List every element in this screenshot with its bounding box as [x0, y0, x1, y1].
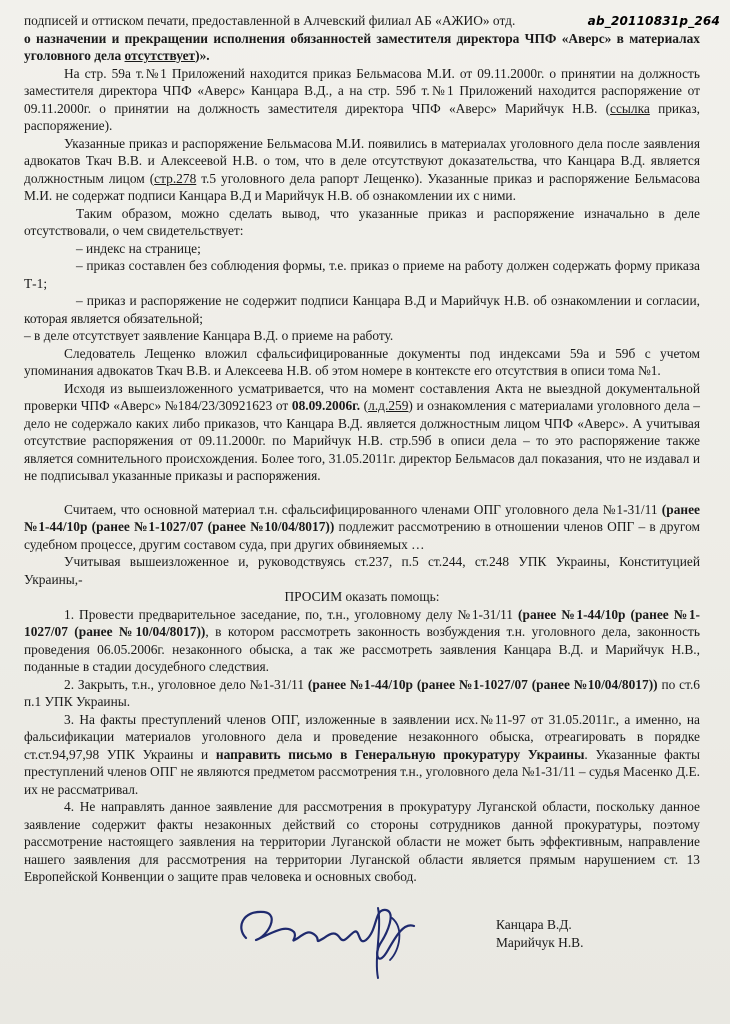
text: 2. Закрыть, т.н., уголовное дело №1-31/11: [64, 676, 308, 692]
text: т.5 уголовного дела рапорт Лещенко). Указанные приказ и распоряжение Бельмасова М.И. не содержат подписи Канцара В.Д и Марийчук Н.В. об ознакомлении их с ними.: [24, 170, 700, 203]
text: ) и ознакомления с материалами уголовного дела – дело не содержало каких либо приказов, что Канцара В.Д. является должностным лицом ЧПФ «Аверс». А учитывая отсутствие распоряжения от 09.11.2000г. по Марийчук Н.В. стр.59б в описи дела – то это распоряжение также является сомнительного происхождения. Более того, 31.05.2011г. директор Бельмасов дал показания, что не издавал и не подписывал указанные приказы и распоряжения.: [24, 398, 701, 483]
page-reference: л.д.259: [368, 398, 409, 413]
bold-case-number: (ранее №1-44/10р (ранее №1-1027/07 (ранее №10/04/8017)): [24, 606, 701, 639]
text: )».: [195, 48, 210, 63]
paragraph-basis: Учитывая вышеизложенное и, руководствуясь ст.237, п.5 ст.244, ст.248 УПК Украины, Конституцией Украины,-: [24, 554, 700, 587]
paragraph-intro: [24, 12, 700, 65]
text: , в котором рассмотреть законность возбуждения т.н. уголовного дела, законность проведения 06.05.2006г. незаконного обыска, а так же рассмотреть заявления Канцара В.Д. и Марийчук Н.В., поданные в стадии досудебного следствия.: [24, 624, 700, 674]
document-body: [24, 12, 700, 886]
text: подлежит рассмотрению в отношении членов ОПГ – в другом судебном процессе, другим составом суда, при других обвиняемых …: [24, 519, 700, 552]
list-item-dash: – приказ и распоряжение не содержит подписи Канцара В.Д и Марийчук Н.В. об ознакомлении и согласии, которая является обязательной;: [24, 293, 700, 326]
paragraph-conclusion: Таким образом, можно сделать вывод, что указанные приказ и распоряжение изначально в деле отсутствовали, о чем свидетельствует:: [24, 205, 700, 238]
list-item-dash: – в деле отсутствует заявление Канцара В.Д. о приеме на работу.: [24, 328, 394, 343]
text: по ст.6 п.1 УПК Украины.: [24, 676, 700, 709]
list-item-dash: – индекс на странице;: [76, 240, 201, 256]
spacer: [24, 485, 700, 501]
signer-name: Канцара В.Д.: [496, 917, 572, 932]
bold-date: 08.09.2006г.: [291, 398, 361, 413]
paragraph-investigator: Следователь Лещенко вложил сфальсифицированные документы под индексами 59а и 59б с учетом упоминания адвокатов Ткач В.В. и Алексеева Н.В. об этом номере в контексте его отсутствия в описи тома №1.: [24, 345, 700, 378]
request-item-1: [24, 606, 700, 676]
paragraph-audit: [24, 380, 700, 485]
underlined-bold-text: отсутствует: [124, 48, 196, 63]
reference-link: ссылка: [610, 100, 650, 116]
request-item-2: [24, 676, 700, 711]
document-stamp: ab_20110831p_264: [587, 14, 720, 28]
text: Указанные приказ и распоряжение Бельмасова М.И. появились в материалах уголовного дела после заявления адвокатов Ткач В.В. и Алексеевой Н.В. о том, что в деле отсутствуют доказательства, что Канцара В.Д. является должностным лицом (: [24, 135, 700, 186]
text: Исходя из вышеизложенного усматривается, что на момент составления Акта не выездной документальной проверки ЧПФ «Аверс» №184/23/30921623 от: [24, 380, 700, 413]
request-heading: ПРОСИМ оказать помощь:: [284, 589, 440, 604]
list-item-dash: – приказ составлен без соблюдения формы, т.е. приказ о приеме на работу должен содержать форму приказа Т-1;: [24, 258, 700, 291]
paragraph-appeared: [24, 135, 700, 205]
paragraph-orders: [24, 65, 700, 135]
bold-case-number: (ранее №1-44/10р (ранее №1-1027/07 (ранее №10/04/8017)): [24, 501, 700, 534]
text: На стр. 59а т.№1 Приложений находится приказ Бельмасова М.И. от 09.11.2000г. о принятии на должность заместителя директора ЧПФ «Аверс» Канцара В.Д., а на стр. 59б т.№1 Приложений находится распоряжение от 09.11.2000г. о принятии на должность заместителя директора ЧПФ «Аверс» Марийчук Н.В. (: [24, 65, 700, 116]
page-reference: стр.278: [154, 170, 197, 186]
text: 1. Провести предварительное заседание, по, т.н., уголовному делу №1-31/11: [64, 606, 519, 622]
bold-text: направить письмо в Генеральную прокуратуру Украины: [215, 746, 585, 762]
bold-text: о назначении и прекращении исполнения обязанностей заместителя директора ЧПФ «Аверс» в материалах уголовного дела: [24, 30, 700, 63]
text: Считаем, что основной материал т.н. сфальсифицированного членами ОПГ уголовного дела №1-31/11: [64, 501, 662, 517]
text: . Указанные факты преступлений членов ОПГ не являются предметом рассмотрения т.н., уголовного дела №1-31/11 – судья Масенко Д.Е. их не рассматривал.: [24, 746, 700, 797]
handwritten-signature: [228, 888, 428, 983]
signer-name: Марийчук Н.В.: [496, 935, 584, 950]
request-item-3: [24, 711, 700, 799]
request-item-4: 4. Не направлять данное заявление для рассмотрения в прокуратуру Луганской области, поскольку данное заявление содержит факты незаконных действий со стороны сотрудников данной прокуратуры, поэтому рассмотрение настоящего заявления на территории Луганской области не может быть эффективным, направление нашего заявления для рассмотрения на территории Луганской области является прямым нарушением ст. 13 Европейской Конвенции о защите прав человека и основных свобод.: [24, 799, 700, 884]
paragraph-consider: [24, 501, 700, 554]
text: приказ, распоряжение).: [24, 100, 700, 133]
text: 3. На факты преступлений членов ОПГ, изложенные в заявлении исх.№11-97 от 31.05.2011г., а именно, на фальсификации материалов уголовного дела и проведение незаконного обыска, отреагировать в порядке ст.ст.94,97,98 УПК Украины и: [24, 711, 700, 762]
signatories: [496, 916, 583, 952]
text: (: [360, 398, 369, 413]
text: подписей и оттиском печати, предоставленной в Алчевский филиал АБ «АЖИО» отд.: [24, 13, 516, 28]
bold-case-number: (ранее №1-44/10р (ранее №1-1027/07 (ранее №10/04/8017)): [307, 676, 658, 692]
